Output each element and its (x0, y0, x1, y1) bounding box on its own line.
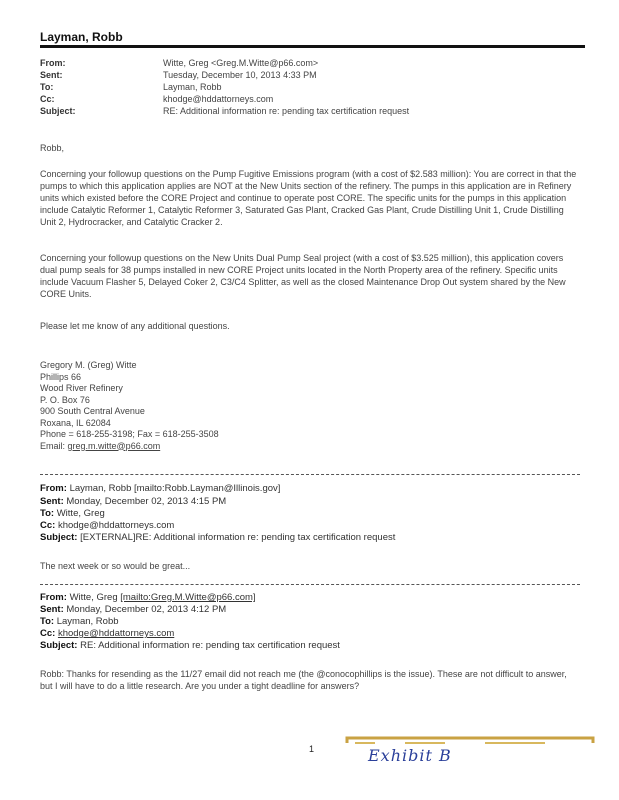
reply1-to-label: To: (40, 508, 55, 519)
separator-1 (40, 474, 580, 475)
mailbox-owner: Layman, Robb (40, 30, 123, 44)
signature-site: Wood River Refinery (40, 383, 123, 393)
paragraph-closing: Please let me know of any additional questions. (40, 321, 230, 331)
paragraph-pump-fugitive: Concerning your followup questions on the Pump Fugitive Emissions program (with a cost of $2.583 million): You are correct in that the pumps to which this application applies are NOT at the New Units section of the refinery. The pumps in this application are in Refinery units which existed before the CORE Project and continue to operate post CORE. The specific units for the pumps in this application include Catalytic Reformer 1, Catalytic Reformer 3, Saturated Gas Plant, Cracked Gas Plant, Crude Distilling Unit 1, Crude Distilling Unit 2, Hydrocracker, and Catalytic Cracker 2. (40, 169, 577, 227)
reply2-sent-label: Sent: (40, 604, 64, 615)
reply2-body: Robb: Thanks for resending as the 11/27 email did not reach me (the @conocophillips is the issue). These are not difficult to answer, but I will have to do a little research. Are you under a tight deadline for answers? (40, 669, 567, 691)
sent-value: Tuesday, December 10, 2013 4:33 PM (163, 70, 317, 80)
reply1-to: Witte, Greg (56, 508, 105, 519)
exhibit-sticker-border (347, 738, 593, 743)
page-number: 1 (309, 744, 315, 754)
reply1-sent-label: Sent: (40, 496, 64, 507)
reply2-from-mailto-link[interactable]: [mailto:Greg.M.Witte@p66.com] (120, 592, 256, 603)
signature-email-link[interactable]: greg.m.witte@p66.com (67, 440, 161, 451)
reply1-subject-label: Subject: (40, 532, 78, 543)
signature-phone: Phone = 618-255-3198; Fax = 618-255-3508 (40, 429, 219, 439)
reply2-subject: RE: Additional information re: pending tax certification request (80, 640, 340, 651)
reply1-body: The next week or so would be great... (40, 561, 191, 571)
subject-value: RE: Additional information re: pending tax certification request (163, 106, 410, 116)
reply2-from-label: From: (40, 592, 67, 603)
to-label: To: (40, 82, 54, 92)
signature-street: 900 South Central Avenue (40, 406, 145, 416)
sent-label: Sent: (40, 70, 63, 80)
cc-label: Cc: (40, 94, 55, 104)
header-rule (40, 45, 585, 48)
signature-city: Roxana, IL 62084 (40, 417, 111, 428)
reply1-sent: Monday, December 02, 2013 4:15 PM (66, 496, 227, 507)
reply2-from: Witte, Greg (69, 592, 121, 603)
from-label: From: (40, 58, 66, 68)
reply1-from-label: From: (40, 483, 67, 494)
reply2-subject-label: Subject: (40, 640, 78, 651)
reply2-to: Layman, Robb (56, 616, 119, 627)
to-value: Layman, Robb (163, 82, 222, 92)
reply1-cc: khodge@hddattorneys.com (57, 520, 175, 531)
paragraph-dual-pump-seal: Concerning your followup questions on the New Units Dual Pump Seal project (with a cost of $3.525 million), this application covers dual pump seals for 38 pumps installed in new CORE Project units located in the North Property area of the refinery. Specific units include Vacuum Flasher 5, Delayed Coker 2, C3/C4 Splitter, as well as the closed Maintenance Drop Out system shared by the New CORE Units. (40, 253, 566, 299)
reply1-subject: [EXTERNAL]RE: Additional information re: pending tax certification request (80, 532, 396, 543)
signature-block (40, 360, 219, 452)
signature-company: Phillips 66 (40, 371, 82, 382)
greeting: Robb, (40, 143, 65, 153)
reply2-cc-link[interactable]: khodge@hddattorneys.com (57, 628, 175, 639)
signature-name: Gregory M. (Greg) Witte (40, 360, 137, 370)
reply1-from: Layman, Robb [mailto:Robb.Layman@Illinois.gov] (69, 483, 281, 494)
cc-value: khodge@hddattorneys.com (163, 94, 274, 104)
subject-label: Subject: (40, 106, 76, 116)
from-value: Witte, Greg <Greg.M.Witte@p66.com> (163, 58, 319, 68)
separator-2 (40, 584, 580, 585)
reply2-sent: Monday, December 02, 2013 4:12 PM (66, 604, 227, 615)
reply2-to-label: To: (40, 616, 55, 627)
signature-email-label: Email: (40, 440, 66, 451)
reply2-cc-label: Cc: (40, 628, 56, 639)
reply1-cc-label: Cc: (40, 520, 56, 531)
exhibit-label: Exhibit B (368, 746, 452, 765)
signature-pobox: P. O. Box 76 (40, 394, 90, 405)
